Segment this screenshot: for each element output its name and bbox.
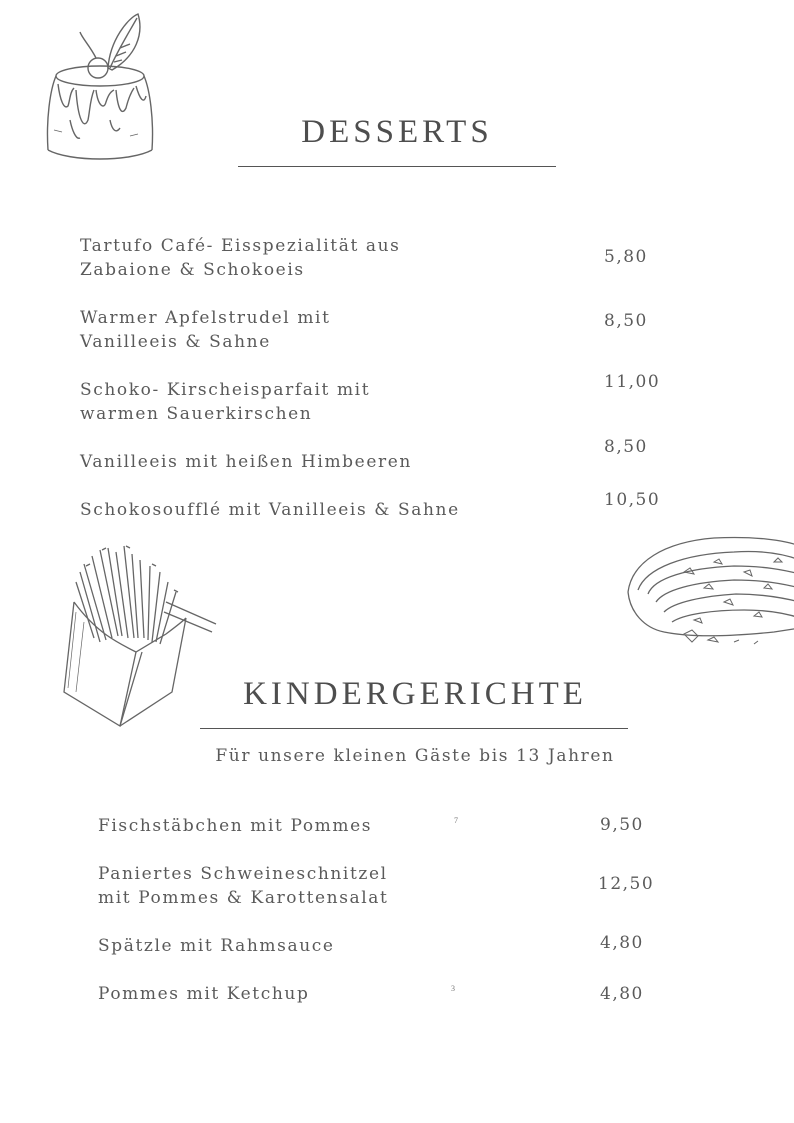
kinder-item-4 xyxy=(98,982,309,1006)
dessert-item-2 xyxy=(80,306,331,354)
kinder-price-4: 4,80 xyxy=(600,984,644,1004)
kinder-item-4-line1: Pommes mit Ketchup xyxy=(98,984,310,1004)
kinder-item-1-note: 7 xyxy=(454,816,458,825)
kinder-item-2-line2: mit Pommes & Karottensalat xyxy=(98,888,389,908)
kinder-item-3-line1: Spätzle mit Rahmsauce xyxy=(98,936,335,956)
kinder-price-1: 9,50 xyxy=(600,815,644,835)
kinder-divider xyxy=(200,728,628,729)
strudel-illustration xyxy=(624,532,794,652)
dessert-item-1 xyxy=(80,234,401,282)
dessert-item-1-line1: Tartufo Café- Eisspezialität aus xyxy=(80,236,401,256)
dessert-item-5 xyxy=(80,498,460,522)
dessert-item-3-line1: Schoko- Kirscheisparfait mit xyxy=(80,380,371,400)
dessert-item-1-line2: Zabaione & Schokoeis xyxy=(80,260,305,280)
dessert-price-5: 10,50 xyxy=(604,490,661,510)
dessert-item-5-line1: Schokosoufflé mit Vanilleeis & Sahne xyxy=(80,500,460,520)
kinder-subtitle: Für unsere kleinen Gäste bis 13 Jahren xyxy=(215,746,615,766)
dessert-price-2: 8,50 xyxy=(604,311,648,331)
kinder-price-3: 4,80 xyxy=(600,933,644,953)
dessert-item-3-line2: warmen Sauerkirschen xyxy=(80,404,313,424)
kinder-item-1-line1: Fischstäbchen mit Pommes xyxy=(98,816,373,836)
desserts-title: DESSERTS xyxy=(301,114,493,150)
kinder-item-2-line1: Paniertes Schweineschnitzel xyxy=(98,864,388,884)
kinder-title: KINDERGERICHTE xyxy=(243,676,587,712)
kinder-item-4-note: 3 xyxy=(451,984,455,993)
kinder-item-1 xyxy=(98,814,372,838)
kinder-price-2: 12,50 xyxy=(598,874,655,894)
dessert-item-3 xyxy=(80,378,370,426)
dessert-item-4 xyxy=(80,450,412,474)
dessert-item-2-line1: Warmer Apfelstrudel mit xyxy=(80,308,331,328)
kinder-item-2 xyxy=(98,862,388,910)
dessert-price-3: 11,00 xyxy=(604,372,661,392)
kinder-item-3 xyxy=(98,934,335,958)
desserts-divider xyxy=(238,166,556,167)
dessert-price-1: 5,80 xyxy=(604,247,648,267)
dessert-price-4: 8,50 xyxy=(604,437,648,457)
dessert-item-2-line2: Vanilleeis & Sahne xyxy=(80,332,271,352)
dessert-item-4-line1: Vanilleeis mit heißen Himbeeren xyxy=(80,452,412,472)
